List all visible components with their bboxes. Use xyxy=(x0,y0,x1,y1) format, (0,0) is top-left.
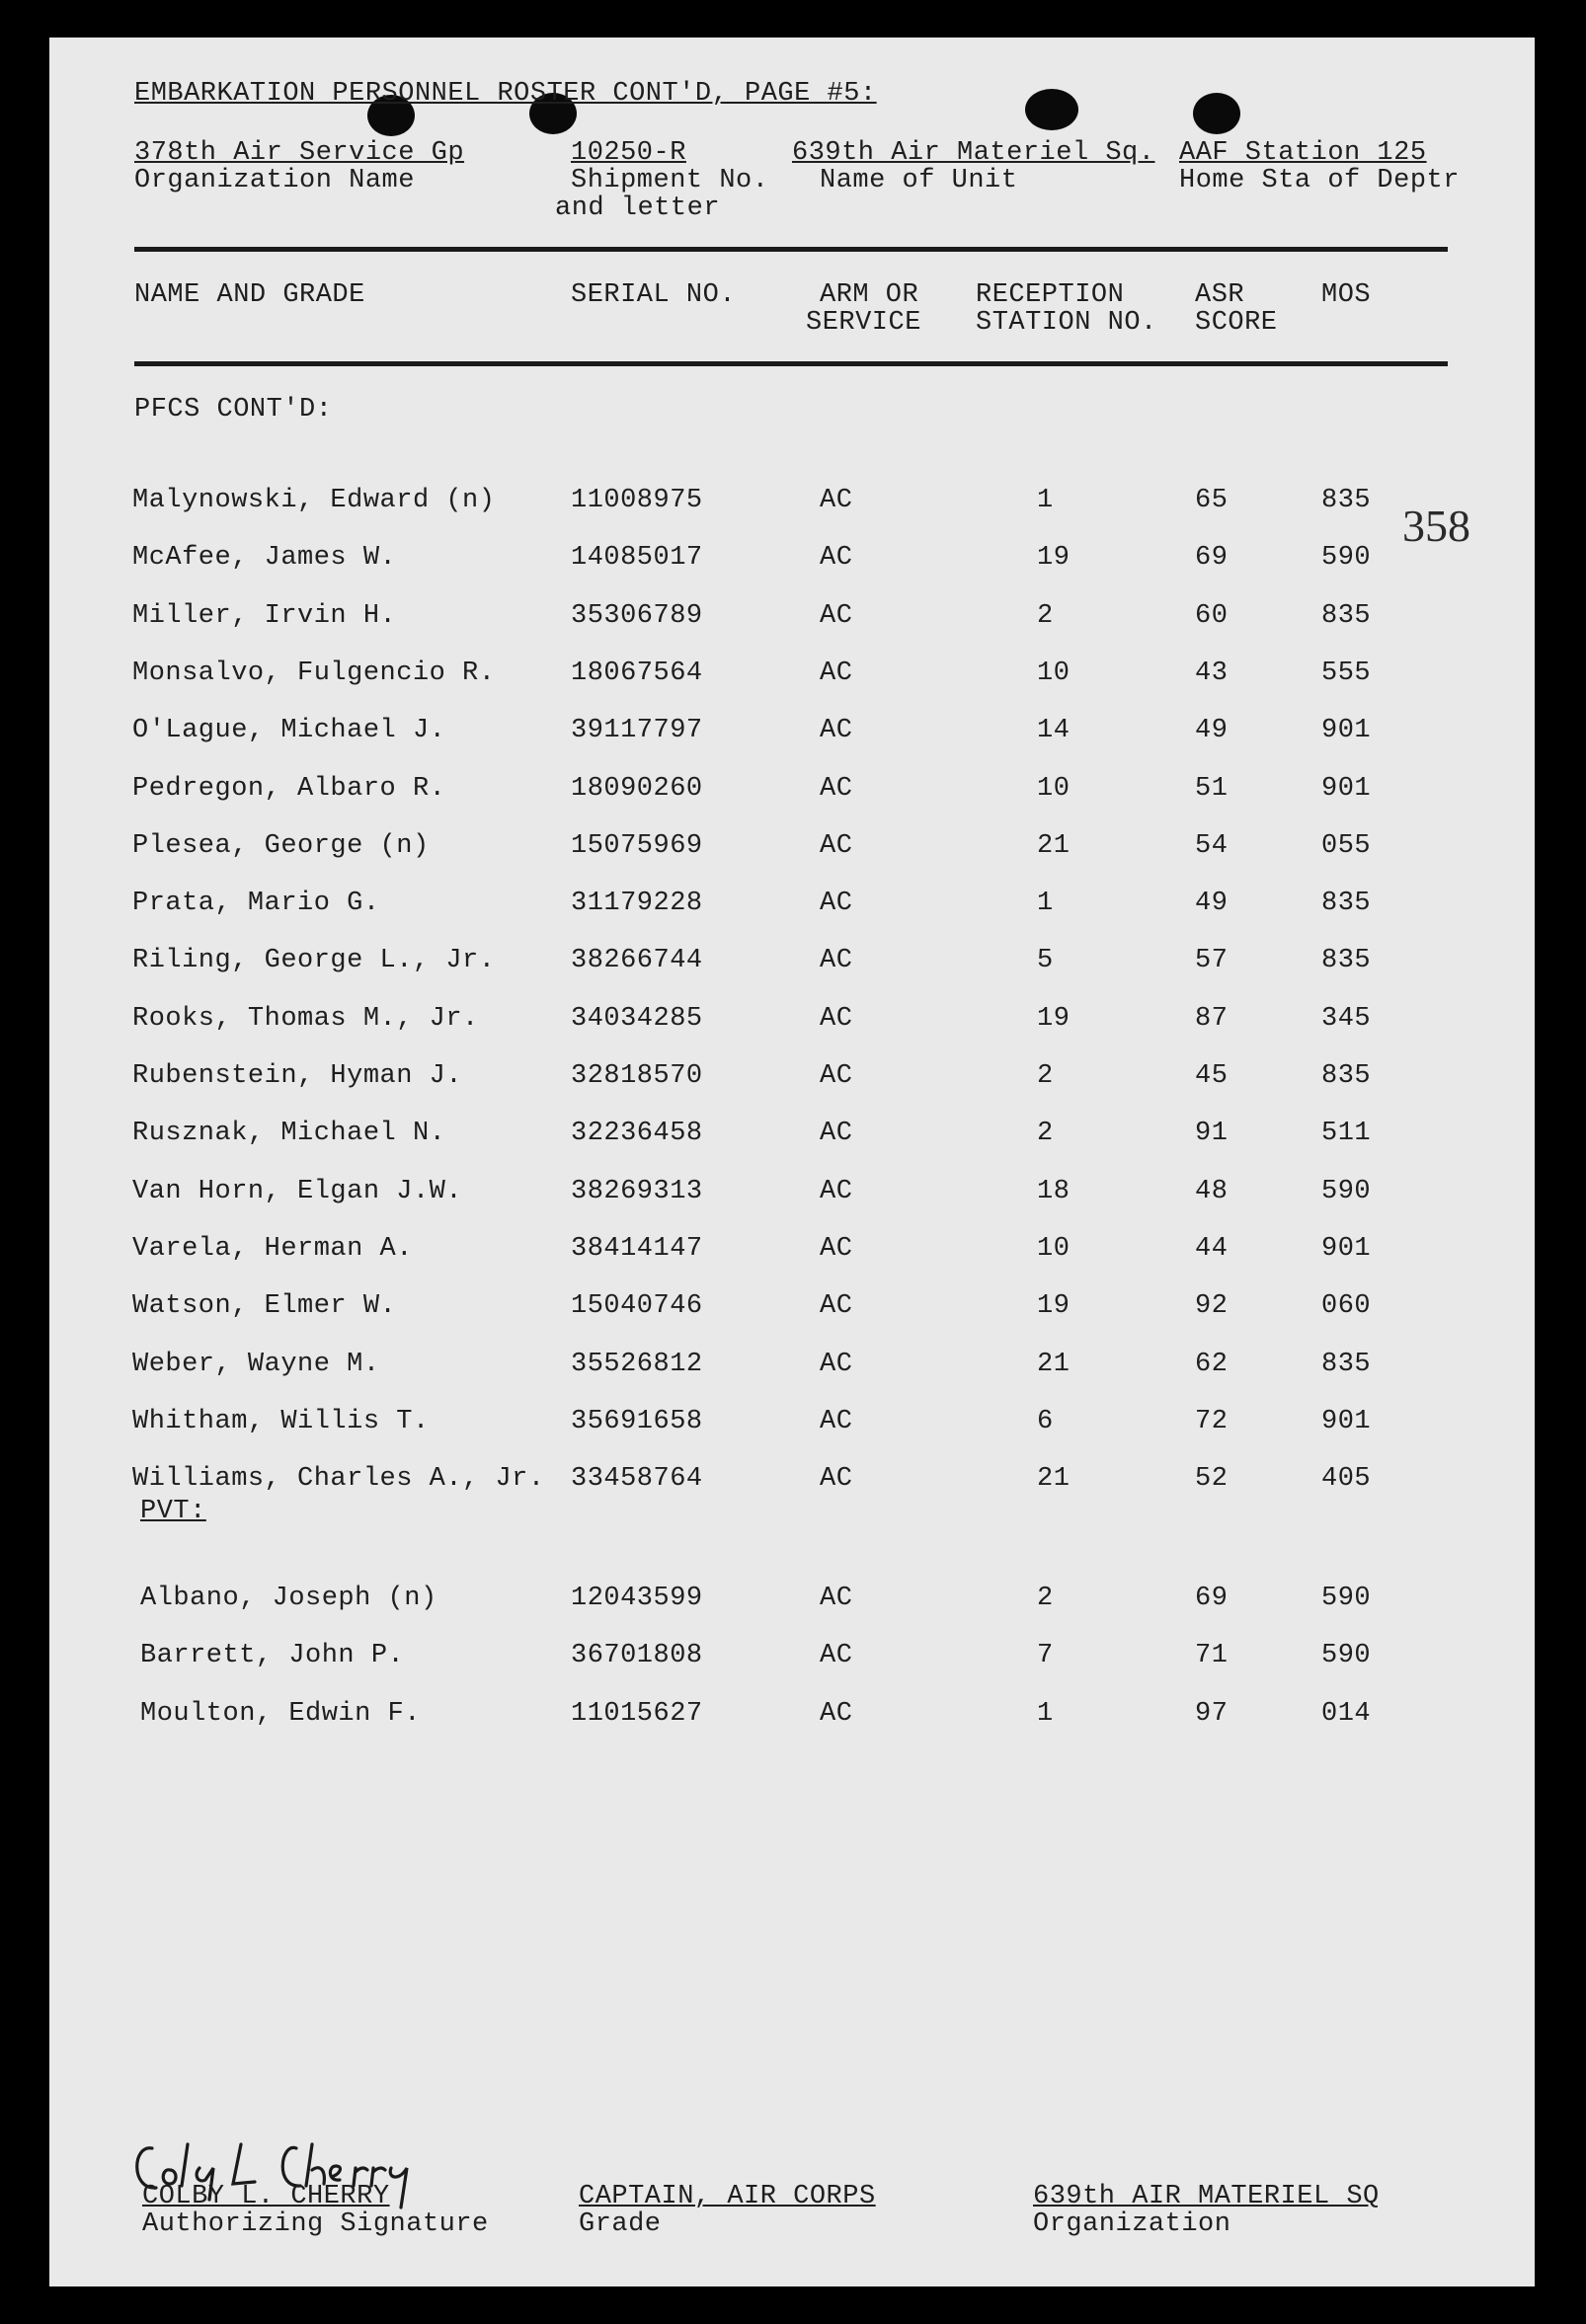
row-serial: 11015627 xyxy=(571,1698,703,1729)
row-serial: 34034285 xyxy=(571,1003,703,1034)
roster-title: EMBARKATION PERSONNEL ROSTER CONT'D, PAGE #5: xyxy=(134,79,877,109)
row-serial: 38269313 xyxy=(571,1176,703,1206)
row-serial: 12043599 xyxy=(571,1584,703,1613)
row-mos: 901 xyxy=(1321,1406,1372,1436)
col-reception: RECEPTION xyxy=(976,280,1125,310)
row-arm: AC xyxy=(820,1003,853,1034)
row-name: Moulton, Edwin F. xyxy=(140,1698,421,1729)
page-number: 358 xyxy=(1402,501,1470,551)
row-asr: 43 xyxy=(1195,658,1229,688)
col-reception-2: STATION NO. xyxy=(976,308,1157,338)
row-arm: AC xyxy=(820,1641,853,1671)
row-arm: AC xyxy=(820,1406,853,1436)
row-arm: AC xyxy=(820,1464,853,1495)
col-asr-2: SCORE xyxy=(1195,308,1278,338)
row-mos: 590 xyxy=(1321,1584,1372,1613)
row-name: Varela, Herman A. xyxy=(132,1233,413,1264)
row-asr: 44 xyxy=(1195,1233,1229,1264)
roster-page xyxy=(49,38,1535,2286)
row-name: Monsalvo, Fulgencio R. xyxy=(132,658,496,688)
row-asr: 91 xyxy=(1195,1119,1229,1149)
row-asr: 60 xyxy=(1195,600,1229,631)
row-serial: 35306789 xyxy=(571,600,703,631)
col-arm-2: SERVICE xyxy=(806,308,921,338)
row-station: 10 xyxy=(1037,773,1071,804)
table-row xyxy=(49,1699,1535,1739)
row-asr: 65 xyxy=(1195,486,1229,515)
row-arm: AC xyxy=(820,658,853,688)
row-arm: AC xyxy=(820,486,853,515)
col-name: NAME AND GRADE xyxy=(134,280,365,310)
shipment-label: Shipment No. xyxy=(571,166,769,195)
row-station: 10 xyxy=(1037,1233,1071,1264)
grade-value: CAPTAIN, AIR CORPS xyxy=(579,2182,876,2211)
row-name: Albano, Joseph (n) xyxy=(140,1584,437,1613)
table-row xyxy=(49,658,1535,698)
row-asr: 48 xyxy=(1195,1176,1229,1206)
station-label: Home Sta of Deptr xyxy=(1179,166,1460,195)
row-station: 2 xyxy=(1037,1119,1054,1149)
row-serial: 32818570 xyxy=(571,1061,703,1091)
row-mos: 835 xyxy=(1321,600,1372,631)
row-serial: 18067564 xyxy=(571,658,703,688)
row-serial: 36701808 xyxy=(571,1641,703,1671)
row-name: Barrett, John P. xyxy=(140,1641,405,1671)
station-value: AAF Station 125 xyxy=(1179,138,1427,168)
row-station: 10 xyxy=(1037,658,1071,688)
row-arm: AC xyxy=(820,946,853,976)
row-station: 19 xyxy=(1037,1291,1071,1322)
row-station: 2 xyxy=(1037,600,1054,631)
row-station: 21 xyxy=(1037,1349,1071,1379)
row-name: Watson, Elmer W. xyxy=(132,1291,397,1322)
row-name: Williams, Charles A., Jr. xyxy=(132,1464,545,1495)
row-asr: 97 xyxy=(1195,1698,1229,1729)
row-name: McAfee, James W. xyxy=(132,543,397,574)
row-mos: 055 xyxy=(1321,830,1372,861)
table-row xyxy=(49,1641,1535,1680)
row-serial: 11008975 xyxy=(571,486,703,515)
table-row xyxy=(49,1177,1535,1216)
row-mos: 590 xyxy=(1321,1641,1372,1671)
table-row xyxy=(49,831,1535,871)
row-asr: 71 xyxy=(1195,1641,1229,1671)
row-name: Whitham, Willis T. xyxy=(132,1406,430,1436)
row-mos: 555 xyxy=(1321,658,1372,688)
row-name: Rooks, Thomas M., Jr. xyxy=(132,1003,479,1034)
row-mos: 345 xyxy=(1321,1003,1372,1034)
row-name: O'Lague, Michael J. xyxy=(132,716,446,746)
row-mos: 511 xyxy=(1321,1119,1372,1149)
row-asr: 54 xyxy=(1195,830,1229,861)
row-serial: 35691658 xyxy=(571,1406,703,1436)
row-arm: AC xyxy=(820,600,853,631)
row-serial: 39117797 xyxy=(571,716,703,746)
row-station: 2 xyxy=(1037,1584,1054,1613)
table-row xyxy=(49,1464,1535,1504)
row-arm: AC xyxy=(820,716,853,746)
row-station: 6 xyxy=(1037,1406,1054,1436)
row-name: Pedregon, Albaro R. xyxy=(132,773,446,804)
row-mos: 835 xyxy=(1321,1349,1372,1379)
row-name: Weber, Wayne M. xyxy=(132,1349,380,1379)
row-arm: AC xyxy=(820,1291,853,1322)
row-arm: AC xyxy=(820,543,853,574)
row-arm: AC xyxy=(820,773,853,804)
unit-label: Name of Unit xyxy=(820,166,1018,195)
row-serial: 15040746 xyxy=(571,1291,703,1322)
table-row xyxy=(49,946,1535,985)
signer-label: Authorizing Signature xyxy=(142,2209,489,2239)
row-station: 18 xyxy=(1037,1176,1071,1206)
row-station: 21 xyxy=(1037,830,1071,861)
organization-label: Organization Name xyxy=(134,166,415,195)
row-asr: 52 xyxy=(1195,1464,1229,1495)
roster-table xyxy=(49,38,1535,2286)
row-arm: AC xyxy=(820,889,853,919)
row-mos: 590 xyxy=(1321,543,1372,574)
row-serial: 33458764 xyxy=(571,1464,703,1495)
row-serial: 31179228 xyxy=(571,889,703,919)
row-serial: 35526812 xyxy=(571,1349,703,1379)
table-row xyxy=(49,716,1535,755)
row-mos: 835 xyxy=(1321,486,1372,515)
row-asr: 49 xyxy=(1195,716,1229,746)
signer-name: COLBY L. CHERRY xyxy=(142,2182,390,2211)
grade-label: Grade xyxy=(579,2209,662,2239)
row-mos: 901 xyxy=(1321,716,1372,746)
row-serial: 14085017 xyxy=(571,543,703,574)
row-asr: 69 xyxy=(1195,543,1229,574)
row-serial: 38266744 xyxy=(571,946,703,976)
row-name: Riling, George L., Jr. xyxy=(132,946,496,976)
row-arm: AC xyxy=(820,830,853,861)
row-asr: 72 xyxy=(1195,1406,1229,1436)
row-mos: 060 xyxy=(1321,1291,1372,1322)
row-mos: 590 xyxy=(1321,1176,1372,1206)
row-arm: AC xyxy=(820,1061,853,1091)
row-name: Plesea, George (n) xyxy=(132,830,430,861)
row-name: Rusznak, Michael N. xyxy=(132,1119,446,1149)
section-heading-pfcs: PFCS CONT'D: xyxy=(134,395,333,425)
row-mos: 835 xyxy=(1321,889,1372,919)
shipment-value: 10250-R xyxy=(571,138,686,168)
col-asr: ASR xyxy=(1195,280,1245,310)
row-name: Rubenstein, Hyman J. xyxy=(132,1061,463,1091)
row-station: 19 xyxy=(1037,543,1071,574)
row-asr: 49 xyxy=(1195,889,1229,919)
row-mos: 835 xyxy=(1321,1061,1372,1091)
row-station: 1 xyxy=(1037,1698,1054,1729)
row-mos: 901 xyxy=(1321,1233,1372,1264)
row-station: 21 xyxy=(1037,1464,1071,1495)
row-mos: 901 xyxy=(1321,773,1372,804)
row-serial: 15075969 xyxy=(571,830,703,861)
row-station: 2 xyxy=(1037,1061,1054,1091)
row-station: 1 xyxy=(1037,486,1054,515)
row-station: 1 xyxy=(1037,889,1054,919)
row-asr: 92 xyxy=(1195,1291,1229,1322)
table-row xyxy=(49,1584,1535,1623)
row-name: Van Horn, Elgan J.W. xyxy=(132,1176,463,1206)
row-mos: 405 xyxy=(1321,1464,1372,1495)
row-serial: 38414147 xyxy=(571,1233,703,1264)
row-mos: 835 xyxy=(1321,946,1372,976)
organization-value: 378th Air Service Gp xyxy=(134,138,465,168)
table-row xyxy=(49,1291,1535,1331)
table-row xyxy=(49,889,1535,928)
table-row xyxy=(49,1407,1535,1446)
row-arm: AC xyxy=(820,1584,853,1613)
table-row xyxy=(49,543,1535,582)
col-serial: SERIAL NO. xyxy=(571,280,737,310)
col-arm: ARM OR xyxy=(820,280,919,310)
row-mos: 014 xyxy=(1321,1698,1372,1729)
table-row xyxy=(49,1350,1535,1389)
table-row xyxy=(49,1119,1535,1158)
row-name: Prata, Mario G. xyxy=(132,889,380,919)
row-name: Miller, Irvin H. xyxy=(132,600,397,631)
organization-footer-value: 639th AIR MATERIEL SQ xyxy=(1033,2182,1380,2211)
row-serial: 32236458 xyxy=(571,1119,703,1149)
table-row xyxy=(49,486,1535,525)
shipment-label-2: and letter xyxy=(555,194,721,223)
row-arm: AC xyxy=(820,1349,853,1379)
unit-value: 639th Air Materiel Sq. xyxy=(792,138,1155,168)
section-heading-pvt: PVT: xyxy=(140,1497,206,1526)
row-asr: 62 xyxy=(1195,1349,1229,1379)
row-arm: AC xyxy=(820,1233,853,1264)
table-row xyxy=(49,1004,1535,1044)
table-row xyxy=(49,774,1535,813)
row-station: 19 xyxy=(1037,1003,1071,1034)
row-asr: 87 xyxy=(1195,1003,1229,1034)
row-name: Malynowski, Edward (n) xyxy=(132,486,496,515)
table-row xyxy=(49,1061,1535,1101)
col-mos: MOS xyxy=(1321,280,1372,310)
organization-footer-label: Organization xyxy=(1033,2209,1231,2239)
row-serial: 18090260 xyxy=(571,773,703,804)
table-row xyxy=(49,1234,1535,1274)
row-asr: 69 xyxy=(1195,1584,1229,1613)
row-arm: AC xyxy=(820,1176,853,1206)
row-station: 5 xyxy=(1037,946,1054,976)
row-arm: AC xyxy=(820,1698,853,1729)
table-row xyxy=(49,601,1535,641)
row-asr: 57 xyxy=(1195,946,1229,976)
row-station: 7 xyxy=(1037,1641,1054,1671)
row-arm: AC xyxy=(820,1119,853,1149)
row-asr: 51 xyxy=(1195,773,1229,804)
row-asr: 45 xyxy=(1195,1061,1229,1091)
row-station: 14 xyxy=(1037,716,1071,746)
